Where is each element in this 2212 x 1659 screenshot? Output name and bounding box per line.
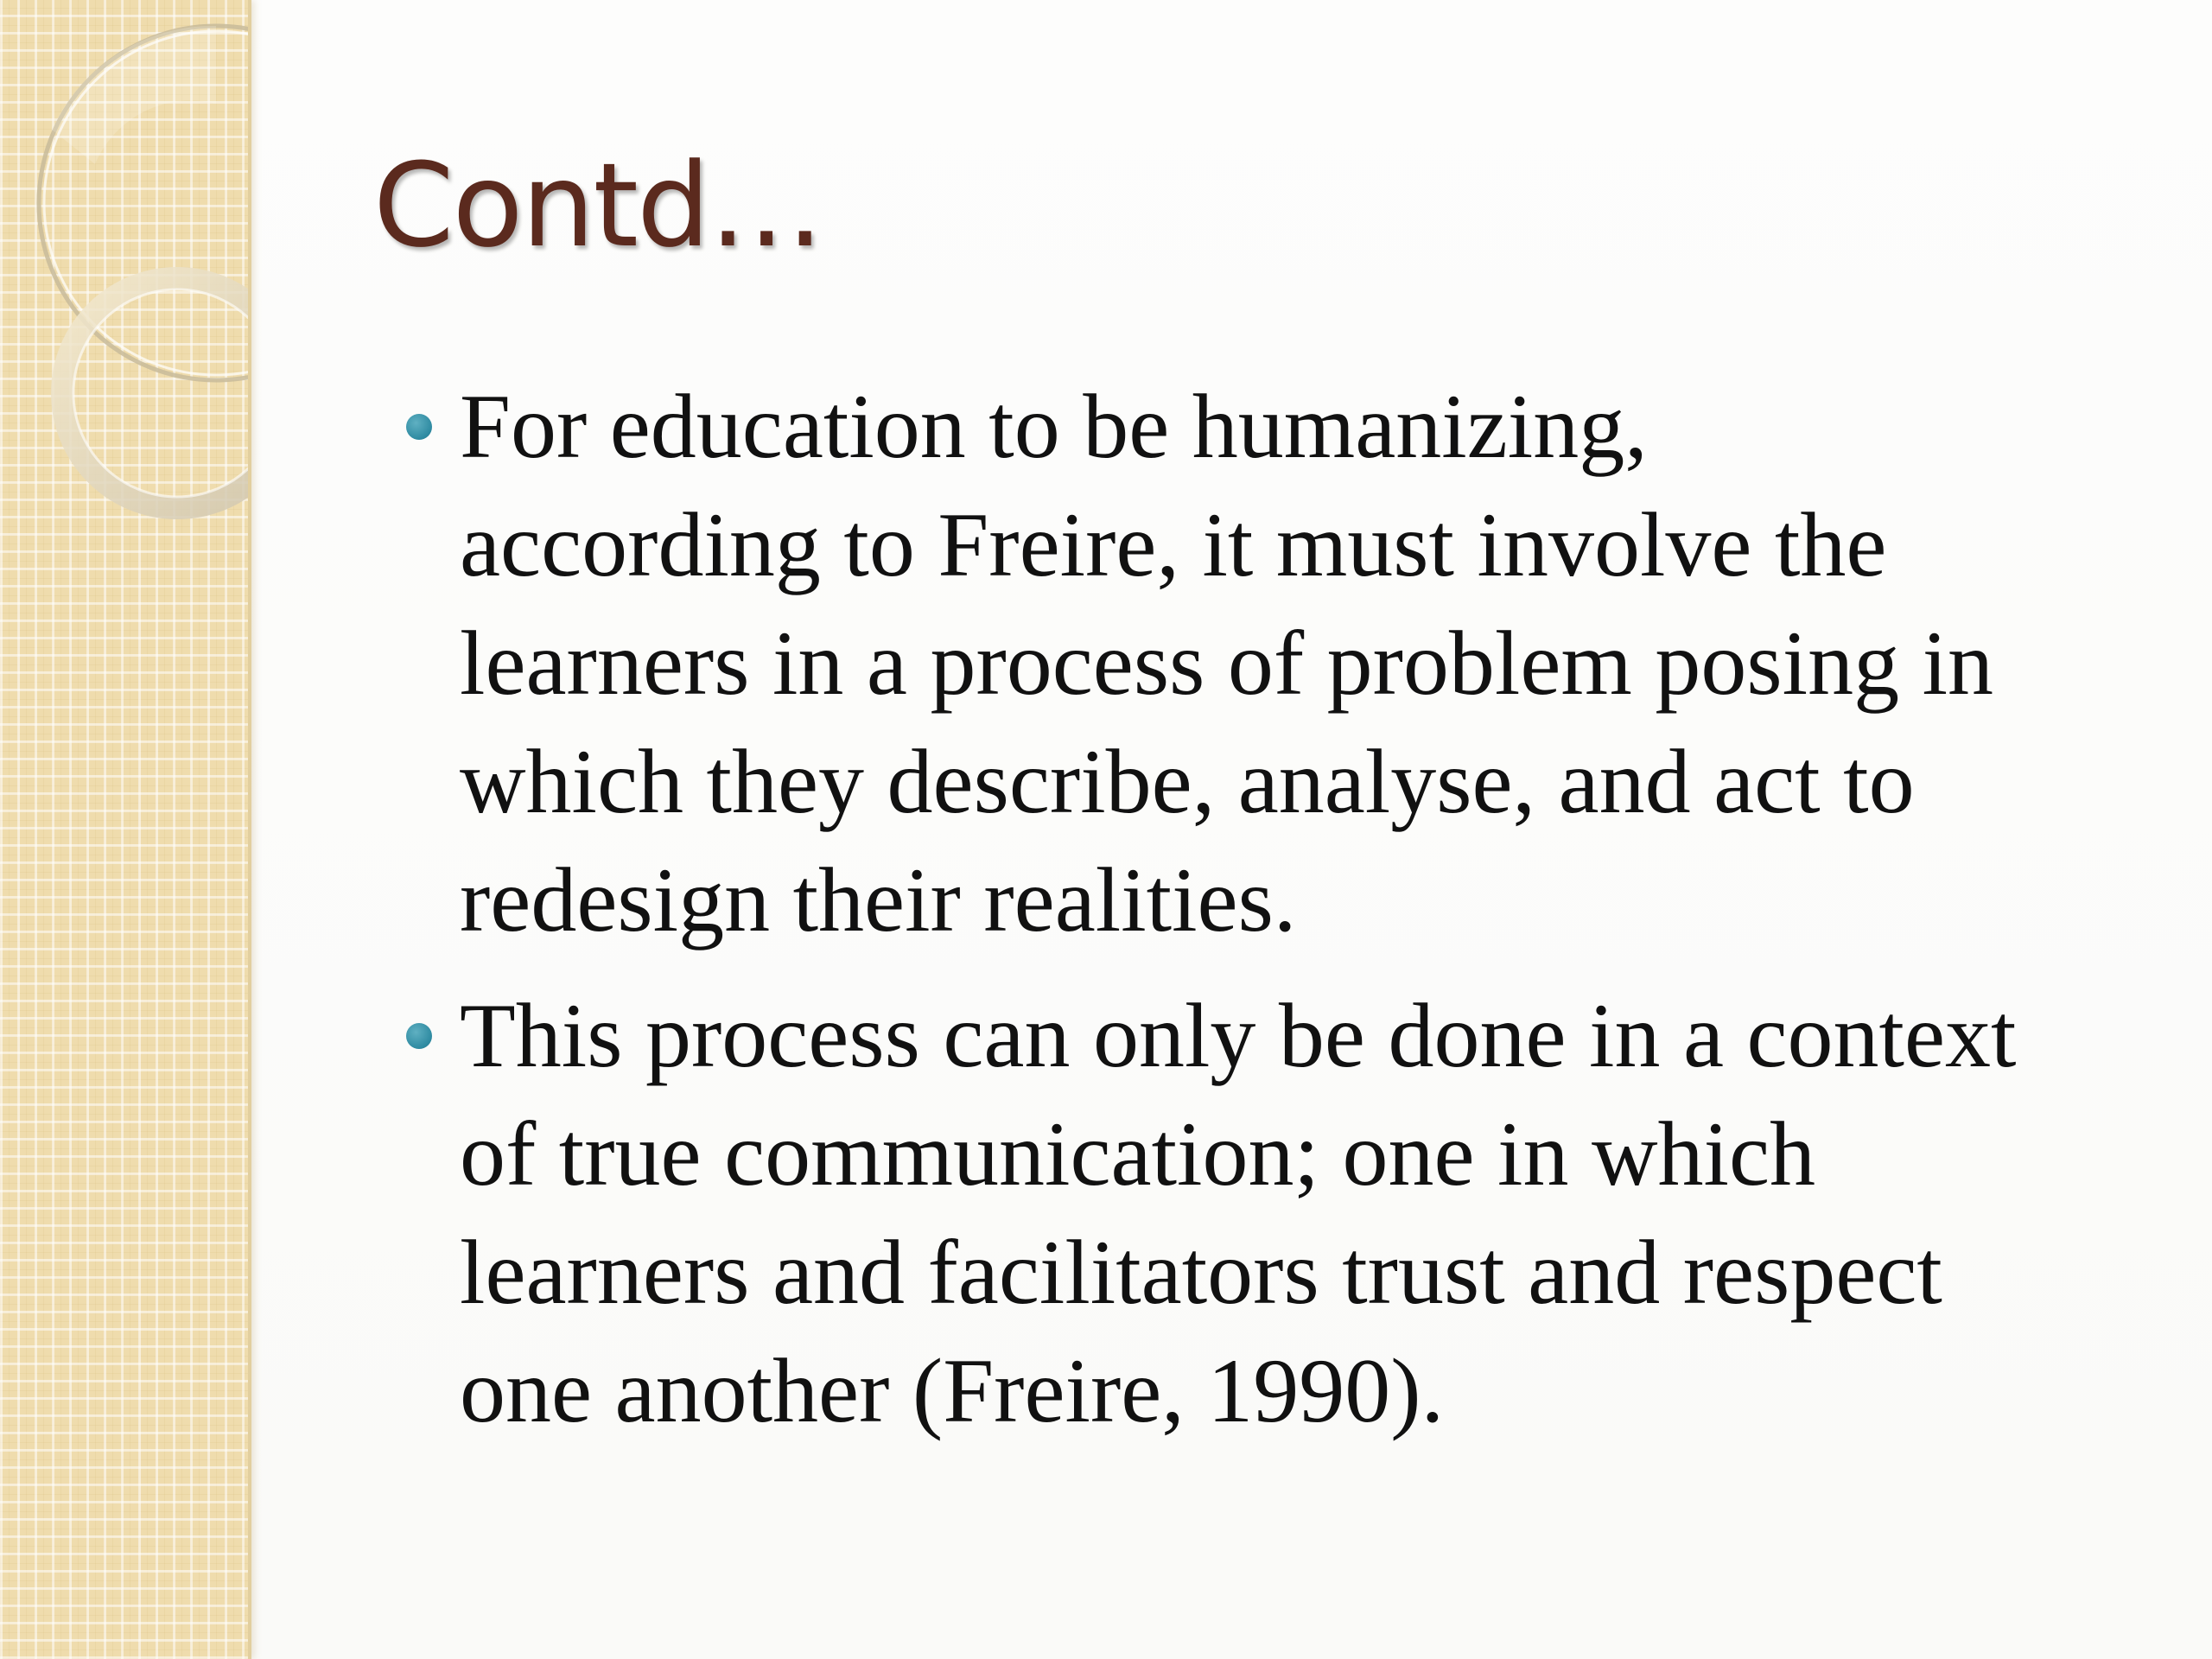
bullet-line: This process can only be done in a context [460, 985, 2017, 1086]
bullet-line: one another (Freire, 1990). [460, 1340, 1445, 1441]
bullet-line: of true communication; one in which [460, 1103, 1815, 1205]
slide-title: Contd… [373, 138, 823, 273]
bullet-line: For education to be humanizing, [460, 376, 1648, 477]
bullet-dot-icon [406, 1023, 432, 1049]
bullet-line: learners in a process of problem posing in [460, 613, 1994, 714]
bullet-item [406, 976, 2169, 1450]
bullet-list [406, 367, 2169, 1467]
rings-graphic [0, 0, 248, 605]
bullet-line: according to Freire, it must involve the [460, 494, 1887, 595]
bullet-line: learners and facilitators trust and respect [460, 1222, 1942, 1323]
bullet-line: which they describe, analyse, and act to [460, 731, 1915, 832]
decorative-rings [0, 0, 248, 605]
bullet-item [406, 367, 2169, 959]
bullet-dot-icon [406, 414, 432, 440]
bullet-line: redesign their realities. [460, 849, 1297, 950]
